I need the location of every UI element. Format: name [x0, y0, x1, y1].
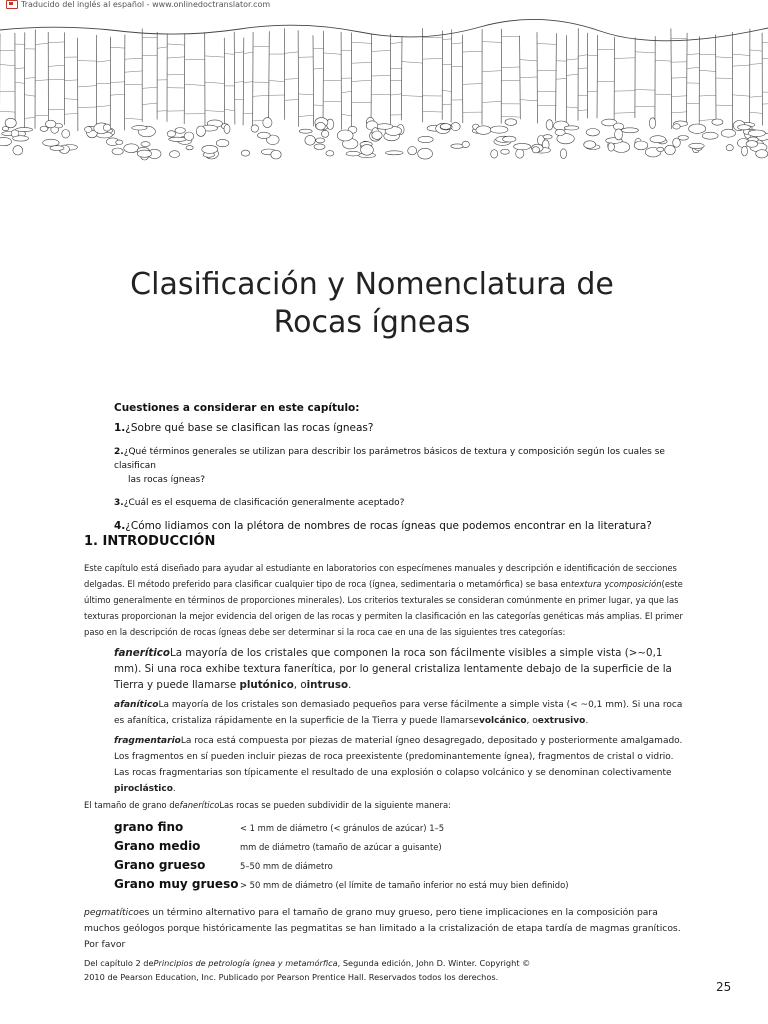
translator-link-text[interactable]: Traducido del inglés al español - www.onlinedoctranslator.com: [21, 0, 271, 9]
grain-size-desc: 5–50 mm de diámetro: [240, 861, 333, 871]
pegmatitic-term: pegmatítico: [84, 907, 139, 918]
page-number: 25: [716, 980, 732, 994]
grain-size-row: [114, 877, 614, 896]
intro-text-b: (este último generalmente en términos de proporciones minerales). Los criterios texturales se consideran comúnmente en primer lugar, ya que las texturas proporcionan la mejor evidencia del origen de las rocas y permiten la clasificación en las categorías genéticas más amplias. El primer paso en la descripción de rocas ígneas debe ser determinar si la roca cae en una de las siguientes tres categorías:: [84, 579, 683, 637]
grain-size-label: Grano muy grueso: [114, 877, 239, 891]
questions-heading: Cuestiones a considerar en este capítulo:: [114, 402, 360, 414]
question-number: 4.: [114, 520, 126, 532]
question-item-3: [114, 496, 674, 510]
chapter-questions: [114, 402, 674, 543]
question-number: 3.: [114, 498, 124, 508]
intro-paragraph: [84, 560, 684, 640]
pegmatitic-text: es un término alternativo para el tamaño de grano muy grueso, pero tiene implicaciones en la composición para muchos geólogos porque históricamente las pegmatitas se han limitado a la cristalización de etapa tardía de magmas graníticos. Por favor: [84, 907, 681, 950]
translator-logo-icon: [6, 0, 18, 9]
grain-size-row: [114, 820, 614, 839]
texture-definitions: [114, 645, 689, 801]
grain-size-row: [114, 839, 614, 858]
basalt-columns-drawing: [0, 0, 768, 168]
footer-text-a: Del capítulo 2 de: [84, 958, 154, 968]
definition-joiner: , o: [293, 679, 307, 691]
grain-size-intro-b: Las rocas se pueden subdividir de la siguiente manera:: [219, 800, 451, 810]
definition-term: afanítico: [114, 700, 159, 710]
definition-end: .: [348, 679, 352, 691]
question-text: ¿Cuál es el esquema de clasificación generalmente aceptado?: [123, 498, 405, 508]
grain-size-desc: > 50 mm de diámetro (el límite de tamaño inferior no está muy bien definido): [240, 880, 569, 890]
question-item-4: [114, 519, 674, 533]
intro-term-textura: textura: [570, 579, 602, 589]
definition-joiner: , o: [526, 716, 538, 726]
question-number: 2.: [114, 447, 124, 457]
question-number: 1.: [114, 422, 126, 434]
footer-book-title: Principios de petrología ígnea y metamórfica: [153, 958, 338, 968]
definition-bold-term: intruso: [306, 679, 349, 691]
grain-size-label: Grano medio: [114, 839, 201, 853]
chapter-title-line1: Clasificación y Nomenclatura de: [130, 267, 614, 302]
definition-text: La roca está compuesta por piezas de material ígneo desagregado, depositado y posteriormente amalgamado. Los fragmentos en sí pueden incluir piezas de roca preexistente (predominantemente ígnea), fragmentos de cristal o vidrio. Las rocas fragmentarias son típicamente el resultado de una explosión o colapso volcánico y se denominan colectivamente: [114, 736, 683, 778]
chapter-title-line2: Rocas ígneas: [273, 305, 471, 340]
intro-text-a: Este capítulo está diseñado para ayudar al estudiante en laboratorios con especímenes manuales y descripción e identificación de secciones delgadas. El método preferido para clasificar cualquier tipo de roca (ígnea, sedimentaria o metamórfica) se basa en: [84, 563, 677, 589]
definition-afanitico: [114, 697, 689, 729]
definition-end: .: [585, 716, 589, 726]
question-item-2: [114, 445, 674, 487]
question-text: ¿Cómo lidiamos con la plétora de nombres de rocas ígneas que podemos encontrar en la literatura?: [125, 520, 652, 532]
footer-line1: [84, 956, 604, 970]
question-text: ¿Sobre qué base se clasifican las rocas ígneas?: [125, 422, 374, 434]
pegmatitic-paragraph: [84, 905, 684, 953]
definition-bold-term: extrusivo: [537, 716, 586, 726]
copyright-footer: [84, 956, 604, 984]
grain-size-desc: < 1 mm de diámetro (< gránulos de azúcar) 1–5: [240, 823, 445, 833]
definition-term: fragmentario: [114, 736, 181, 746]
footer-text-b: , Segunda edición, John D. Winter. Copyright ©: [337, 958, 531, 968]
definition-bold-term: plutónico: [239, 679, 294, 691]
grain-size-label: Grano grueso: [114, 858, 206, 872]
question-item-1: [114, 421, 674, 435]
grain-size-label: grano fino: [114, 820, 184, 834]
definition-bold-term: piroclástico: [114, 784, 173, 794]
grain-size-desc: mm de diámetro (tamaño de azúcar a guisante): [240, 842, 442, 852]
definition-bold-term: volcánico: [478, 716, 527, 726]
chapter-title: [0, 266, 744, 342]
footer-line2: 2010 de Pearson Education, Inc. Publicado por Pearson Prentice Hall. Reservados todos los derechos.: [84, 972, 499, 982]
grain-size-table: [114, 820, 614, 896]
intro-conjunction: y: [601, 579, 610, 589]
definition-fragmentario: [114, 733, 689, 797]
grain-size-intro-a: El tamaño de grano de: [84, 800, 180, 810]
grain-size-intro: [84, 800, 451, 810]
definition-text: La mayoría de los cristales que componen la roca son fácilmente visibles a simple vista (>~0,1 mm). Si una roca exhibe textura fanerítica, por lo general cristaliza lentamente debajo de la superficie de la Tierra y puede llamarse: [114, 647, 672, 691]
grain-size-intro-term: fanerítico: [179, 800, 220, 810]
translator-watermark[interactable]: [4, 0, 272, 9]
grain-size-row: [114, 858, 614, 877]
definition-text: La mayoría de los cristales son demasiado pequeños para verse fácilmente a simple vista (< ~0,1 mm). Si una roca es afanítica, cristaliza rápidamente en la superficie de la Tierra y puede llamarse: [114, 700, 683, 726]
definition-term: fanerítico: [114, 647, 170, 659]
question-text-continued: las rocas ígneas?: [128, 475, 206, 485]
definition-end: .: [172, 784, 176, 794]
definition-faneritico: [114, 645, 689, 693]
intro-term-composicion: composición: [609, 579, 662, 589]
question-text: ¿Qué términos generales se utilizan para describir los parámetros básicos de textura y composición según los cuales se clasifican: [114, 447, 665, 471]
columnar-basalt-illustration: [0, 0, 768, 168]
section-heading: 1. INTRODUCCIÓN: [84, 534, 216, 549]
